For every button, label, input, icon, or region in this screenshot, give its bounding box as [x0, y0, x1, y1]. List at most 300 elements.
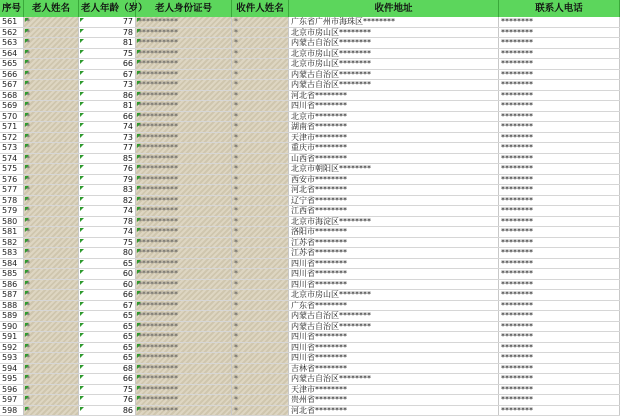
header-elder-name[interactable]: 老人姓名 — [24, 0, 79, 17]
cell-seq[interactable]: 572 — [0, 133, 24, 143]
cell-elder-id[interactable]: ********** — [136, 385, 232, 395]
cell-phone[interactable]: ******** — [499, 301, 620, 311]
table-row — [0, 406, 620, 417]
cell-seq[interactable]: 584 — [0, 259, 24, 269]
cell-elder-name[interactable]: * — [24, 248, 79, 258]
cell-recipient[interactable]: * — [232, 206, 289, 216]
cell-recipient[interactable]: * — [232, 59, 289, 69]
table-row — [0, 280, 620, 291]
cell-phone[interactable]: ******** — [499, 143, 620, 153]
cell-address[interactable]: 江苏省******** — [289, 238, 499, 248]
cell-elder-age[interactable]: 77 — [79, 143, 136, 153]
table-row — [0, 385, 620, 396]
cell-address[interactable]: 内蒙古自治区******** — [289, 322, 499, 332]
cell-phone[interactable]: ******** — [499, 374, 620, 384]
cell-address[interactable]: 广东省******** — [289, 301, 499, 311]
cell-seq[interactable]: 578 — [0, 196, 24, 206]
cell-seq[interactable]: 588 — [0, 301, 24, 311]
cell-elder-name[interactable]: * — [24, 185, 79, 195]
cell-phone[interactable]: ******** — [499, 343, 620, 353]
cell-elder-age[interactable]: 86 — [79, 406, 136, 416]
cell-elder-age[interactable]: 76 — [79, 395, 136, 405]
cell-seq[interactable]: 582 — [0, 238, 24, 248]
cell-elder-age[interactable]: 78 — [79, 217, 136, 227]
cell-elder-id[interactable]: ********** — [136, 91, 232, 101]
cell-phone[interactable]: ******** — [499, 290, 620, 300]
table-row — [0, 185, 620, 196]
cell-seq[interactable]: 577 — [0, 185, 24, 195]
cell-elder-name[interactable]: * — [24, 301, 79, 311]
header-row — [0, 0, 620, 17]
cell-elder-name[interactable]: * — [24, 280, 79, 290]
cell-elder-name[interactable]: * — [24, 175, 79, 185]
cell-seq[interactable]: 570 — [0, 112, 24, 122]
cell-recipient[interactable]: * — [232, 343, 289, 353]
cell-elder-id[interactable]: ********** — [136, 248, 232, 258]
table-row — [0, 59, 620, 70]
cell-elder-name[interactable]: * — [24, 374, 79, 384]
cell-seq[interactable]: 576 — [0, 175, 24, 185]
cell-address[interactable]: 洛阳市******** — [289, 227, 499, 237]
cell-recipient[interactable]: * — [232, 217, 289, 227]
cell-seq[interactable]: 579 — [0, 206, 24, 216]
cell-elder-id[interactable]: ********** — [136, 269, 232, 279]
cell-phone[interactable]: ******** — [499, 364, 620, 374]
cell-phone[interactable]: ******** — [499, 385, 620, 395]
cell-address[interactable]: 内蒙古自治区******** — [289, 38, 499, 48]
cell-elder-id[interactable]: ********** — [136, 406, 232, 416]
cell-phone[interactable]: ******** — [499, 28, 620, 38]
cell-address[interactable]: 江苏省******** — [289, 248, 499, 258]
table-row — [0, 206, 620, 217]
cell-elder-id[interactable]: ********** — [136, 17, 232, 27]
cell-elder-age[interactable]: 78 — [79, 28, 136, 38]
cell-elder-id[interactable]: ********** — [136, 143, 232, 153]
cell-recipient[interactable]: * — [232, 311, 289, 321]
cell-elder-name[interactable]: * — [24, 17, 79, 27]
cell-address[interactable]: 四川省******** — [289, 332, 499, 342]
cell-elder-age[interactable]: 66 — [79, 290, 136, 300]
cell-elder-age[interactable]: 85 — [79, 154, 136, 164]
cell-elder-name[interactable]: * — [24, 101, 79, 111]
table-row — [0, 322, 620, 333]
cell-seq[interactable]: 573 — [0, 143, 24, 153]
cell-address[interactable]: 北京市房山区******** — [289, 28, 499, 38]
cell-recipient[interactable]: * — [232, 259, 289, 269]
cell-address[interactable]: 四川省******** — [289, 101, 499, 111]
cell-elder-age[interactable]: 65 — [79, 353, 136, 363]
cell-phone[interactable]: ******** — [499, 17, 620, 27]
cell-seq[interactable]: 561 — [0, 17, 24, 27]
cell-phone[interactable]: ******** — [499, 353, 620, 363]
cell-recipient[interactable]: * — [232, 175, 289, 185]
cell-elder-id[interactable]: ********** — [136, 59, 232, 69]
cell-seq[interactable]: 592 — [0, 343, 24, 353]
cell-recipient[interactable]: * — [232, 70, 289, 80]
cell-address[interactable]: 北京市房山区******** — [289, 59, 499, 69]
cell-elder-name[interactable]: * — [24, 385, 79, 395]
cell-phone[interactable]: ******** — [499, 248, 620, 258]
cell-elder-id[interactable]: ********** — [136, 238, 232, 248]
cell-recipient[interactable]: * — [232, 269, 289, 279]
cell-elder-id[interactable]: ********** — [136, 353, 232, 363]
cell-seq[interactable]: 590 — [0, 322, 24, 332]
cell-elder-id[interactable]: ********** — [136, 80, 232, 90]
cell-address[interactable]: 四川省******** — [289, 259, 499, 269]
cell-address[interactable]: 北京市海淀区******** — [289, 217, 499, 227]
cell-elder-age[interactable]: 86 — [79, 91, 136, 101]
cell-elder-age[interactable]: 75 — [79, 238, 136, 248]
cell-elder-age[interactable]: 77 — [79, 17, 136, 27]
cell-elder-name[interactable]: * — [24, 133, 79, 143]
cell-elder-id[interactable]: ********** — [136, 290, 232, 300]
cell-phone[interactable]: ******** — [499, 80, 620, 90]
cell-recipient[interactable]: * — [232, 122, 289, 132]
cell-elder-age[interactable]: 66 — [79, 59, 136, 69]
cell-recipient[interactable]: * — [232, 364, 289, 374]
cell-address[interactable]: 河北省******** — [289, 185, 499, 195]
cell-elder-id[interactable]: ********** — [136, 217, 232, 227]
cell-recipient[interactable]: * — [232, 154, 289, 164]
cell-recipient[interactable]: * — [232, 238, 289, 248]
cell-elder-age[interactable]: 74 — [79, 227, 136, 237]
cell-address[interactable]: 辽宁省******** — [289, 196, 499, 206]
cell-seq[interactable]: 598 — [0, 406, 24, 416]
cell-elder-name[interactable]: * — [24, 227, 79, 237]
cell-elder-age[interactable]: 66 — [79, 112, 136, 122]
cell-seq[interactable]: 591 — [0, 332, 24, 342]
cell-phone[interactable]: ******** — [499, 59, 620, 69]
cell-address[interactable]: 江西省******** — [289, 206, 499, 216]
cell-elder-id[interactable]: ********** — [136, 395, 232, 405]
cell-elder-age[interactable]: 83 — [79, 185, 136, 195]
cell-address[interactable]: 内蒙古自治区******** — [289, 311, 499, 321]
cell-elder-name[interactable]: * — [24, 353, 79, 363]
cell-elder-name[interactable]: * — [24, 49, 79, 59]
cell-elder-age[interactable]: 75 — [79, 385, 136, 395]
cell-phone[interactable]: ******** — [499, 154, 620, 164]
cell-elder-name[interactable]: * — [24, 164, 79, 174]
cell-elder-age[interactable]: 81 — [79, 38, 136, 48]
cell-seq[interactable]: 587 — [0, 290, 24, 300]
cell-seq[interactable]: 580 — [0, 217, 24, 227]
cell-phone[interactable]: ******** — [499, 101, 620, 111]
header-address[interactable]: 收件地址 — [289, 0, 499, 17]
cell-address[interactable]: 内蒙古自治区******** — [289, 80, 499, 90]
cell-recipient[interactable]: * — [232, 280, 289, 290]
cell-elder-age[interactable]: 60 — [79, 269, 136, 279]
cell-seq[interactable]: 565 — [0, 59, 24, 69]
cell-elder-name[interactable]: * — [24, 322, 79, 332]
cell-recipient[interactable]: * — [232, 322, 289, 332]
cell-elder-id[interactable]: ********** — [136, 206, 232, 216]
cell-phone[interactable]: ******** — [499, 175, 620, 185]
table-row — [0, 332, 620, 343]
cell-address[interactable]: 北京市朝阳区******** — [289, 164, 499, 174]
table-row — [0, 80, 620, 91]
cell-recipient[interactable]: * — [232, 101, 289, 111]
table-row — [0, 38, 620, 49]
cell-elder-name[interactable]: * — [24, 143, 79, 153]
cell-address[interactable]: 北京市******** — [289, 112, 499, 122]
cell-phone[interactable]: ******** — [499, 395, 620, 405]
cell-elder-name[interactable]: * — [24, 28, 79, 38]
cell-elder-id[interactable]: ********** — [136, 112, 232, 122]
header-phone[interactable]: 联系人电话 — [499, 0, 620, 17]
cell-phone[interactable]: ******** — [499, 332, 620, 342]
cell-elder-id[interactable]: ********** — [136, 332, 232, 342]
cell-seq[interactable]: 595 — [0, 374, 24, 384]
cell-seq[interactable]: 575 — [0, 164, 24, 174]
cell-elder-id[interactable]: ********** — [136, 259, 232, 269]
cell-recipient[interactable]: * — [232, 395, 289, 405]
cell-address[interactable]: 内蒙古自治区******** — [289, 374, 499, 384]
cell-elder-name[interactable]: * — [24, 332, 79, 342]
cell-elder-age[interactable]: 73 — [79, 133, 136, 143]
cell-seq[interactable]: 569 — [0, 101, 24, 111]
cell-address[interactable]: 河北省******** — [289, 91, 499, 101]
cell-address[interactable]: 四川省******** — [289, 343, 499, 353]
cell-elder-age[interactable]: 81 — [79, 101, 136, 111]
table-row — [0, 70, 620, 81]
cell-phone[interactable]: ******** — [499, 269, 620, 279]
cell-elder-id[interactable]: ********** — [136, 280, 232, 290]
cell-recipient[interactable]: * — [232, 248, 289, 258]
cell-elder-name[interactable]: * — [24, 206, 79, 216]
cell-elder-name[interactable]: * — [24, 259, 79, 269]
cell-elder-age[interactable]: 79 — [79, 175, 136, 185]
cell-elder-id[interactable]: ********** — [136, 28, 232, 38]
cell-elder-id[interactable]: ********** — [136, 38, 232, 48]
cell-elder-name[interactable]: * — [24, 311, 79, 321]
cell-elder-id[interactable]: ********** — [136, 301, 232, 311]
cell-recipient[interactable]: * — [232, 80, 289, 90]
cell-seq[interactable]: 597 — [0, 395, 24, 405]
cell-seq[interactable]: 571 — [0, 122, 24, 132]
cell-address[interactable]: 重庆市******** — [289, 143, 499, 153]
cell-address[interactable]: 贵州省******** — [289, 395, 499, 405]
cell-address[interactable]: 山西省******** — [289, 154, 499, 164]
cell-seq[interactable]: 586 — [0, 280, 24, 290]
cell-elder-id[interactable]: ********** — [136, 322, 232, 332]
table-row — [0, 49, 620, 60]
table-row — [0, 196, 620, 207]
cell-seq[interactable]: 563 — [0, 38, 24, 48]
cell-phone[interactable]: ******** — [499, 406, 620, 416]
cell-address[interactable]: 天津市******** — [289, 133, 499, 143]
header-recipient[interactable]: 收件人姓名 — [232, 0, 289, 17]
cell-elder-age[interactable]: 82 — [79, 196, 136, 206]
cell-recipient[interactable]: * — [232, 28, 289, 38]
cell-elder-id[interactable]: ********** — [136, 227, 232, 237]
cell-phone[interactable]: ******** — [499, 49, 620, 59]
cell-elder-name[interactable]: * — [24, 290, 79, 300]
table-row — [0, 301, 620, 312]
cell-seq[interactable]: 581 — [0, 227, 24, 237]
cell-elder-age[interactable]: 74 — [79, 206, 136, 216]
cell-phone[interactable]: ******** — [499, 311, 620, 321]
cell-seq[interactable]: 566 — [0, 70, 24, 80]
table-row — [0, 248, 620, 259]
cell-elder-name[interactable]: * — [24, 59, 79, 69]
cell-address[interactable]: 湖南省******** — [289, 122, 499, 132]
cell-elder-age[interactable]: 67 — [79, 70, 136, 80]
cell-elder-age[interactable]: 65 — [79, 343, 136, 353]
cell-address[interactable]: 天津市******** — [289, 385, 499, 395]
cell-seq[interactable]: 594 — [0, 364, 24, 374]
cell-phone[interactable]: ******** — [499, 70, 620, 80]
cell-elder-id[interactable]: ********** — [136, 374, 232, 384]
table-row — [0, 133, 620, 144]
cell-address[interactable]: 四川省******** — [289, 280, 499, 290]
cell-elder-id[interactable]: ********** — [136, 175, 232, 185]
cell-elder-id[interactable]: ********** — [136, 343, 232, 353]
cell-recipient[interactable]: * — [232, 164, 289, 174]
cell-elder-age[interactable]: 76 — [79, 164, 136, 174]
cell-phone[interactable]: ******** — [499, 322, 620, 332]
table-row — [0, 164, 620, 175]
cell-elder-age[interactable]: 60 — [79, 280, 136, 290]
cell-address[interactable]: 吉林省******** — [289, 364, 499, 374]
cell-elder-name[interactable]: * — [24, 196, 79, 206]
table-row — [0, 217, 620, 228]
cell-elder-name[interactable]: * — [24, 38, 79, 48]
cell-elder-id[interactable]: ********** — [136, 70, 232, 80]
cell-phone[interactable]: ******** — [499, 91, 620, 101]
table-row — [0, 395, 620, 406]
cell-recipient[interactable]: * — [232, 332, 289, 342]
cell-elder-name[interactable]: * — [24, 70, 79, 80]
cell-elder-age[interactable]: 74 — [79, 122, 136, 132]
cell-recipient[interactable]: * — [232, 112, 289, 122]
cell-seq[interactable]: 589 — [0, 311, 24, 321]
cell-elder-id[interactable]: ********** — [136, 133, 232, 143]
cell-elder-name[interactable]: * — [24, 217, 79, 227]
cell-seq[interactable]: 567 — [0, 80, 24, 90]
cell-address[interactable]: 内蒙古自治区******** — [289, 70, 499, 80]
cell-phone[interactable]: ******** — [499, 164, 620, 174]
cell-elder-id[interactable]: ********** — [136, 164, 232, 174]
cell-address[interactable]: 广东省广州市海珠区******** — [289, 17, 499, 27]
cell-elder-id[interactable]: ********** — [136, 154, 232, 164]
cell-elder-name[interactable]: * — [24, 122, 79, 132]
header-seq[interactable]: 序号 — [0, 0, 24, 17]
cell-recipient[interactable]: * — [232, 133, 289, 143]
cell-phone[interactable]: ******** — [499, 133, 620, 143]
cell-phone[interactable]: ******** — [499, 196, 620, 206]
cell-elder-id[interactable]: ********** — [136, 49, 232, 59]
cell-recipient[interactable]: * — [232, 49, 289, 59]
cell-elder-name[interactable]: * — [24, 238, 79, 248]
cell-recipient[interactable]: * — [232, 290, 289, 300]
cell-elder-id[interactable]: ********** — [136, 311, 232, 321]
cell-elder-name[interactable]: * — [24, 343, 79, 353]
cell-seq[interactable]: 596 — [0, 385, 24, 395]
table-row — [0, 91, 620, 102]
cell-phone[interactable]: ******** — [499, 206, 620, 216]
cell-recipient[interactable]: * — [232, 185, 289, 195]
cell-phone[interactable]: ******** — [499, 280, 620, 290]
cell-recipient[interactable]: * — [232, 374, 289, 384]
cell-phone[interactable]: ******** — [499, 238, 620, 248]
cell-elder-id[interactable]: ********** — [136, 101, 232, 111]
cell-recipient[interactable]: * — [232, 353, 289, 363]
cell-phone[interactable]: ******** — [499, 38, 620, 48]
cell-recipient[interactable]: * — [232, 227, 289, 237]
cell-elder-id[interactable]: ********** — [136, 122, 232, 132]
cell-elder-name[interactable]: * — [24, 269, 79, 279]
cell-elder-name[interactable]: * — [24, 80, 79, 90]
cell-elder-age[interactable]: 65 — [79, 311, 136, 321]
cell-elder-age[interactable]: 75 — [79, 49, 136, 59]
cell-elder-name[interactable]: * — [24, 395, 79, 405]
cell-elder-name[interactable]: * — [24, 364, 79, 374]
table-row — [0, 374, 620, 385]
cell-seq[interactable]: 585 — [0, 269, 24, 279]
header-elder-age[interactable]: 老人年龄（岁） — [79, 0, 136, 17]
cell-phone[interactable]: ******** — [499, 185, 620, 195]
cell-recipient[interactable]: * — [232, 143, 289, 153]
cell-address[interactable]: 河北省******** — [289, 406, 499, 416]
header-elder-id[interactable]: 老人身份证号 — [136, 0, 232, 17]
cell-elder-id[interactable]: ********** — [136, 196, 232, 206]
table-row — [0, 17, 620, 28]
cell-seq[interactable]: 562 — [0, 28, 24, 38]
cell-phone[interactable]: ******** — [499, 112, 620, 122]
cell-elder-name[interactable]: * — [24, 91, 79, 101]
cell-elder-name[interactable]: * — [24, 112, 79, 122]
cell-recipient[interactable]: * — [232, 406, 289, 416]
table-row — [0, 311, 620, 322]
cell-elder-age[interactable]: 68 — [79, 364, 136, 374]
cell-recipient[interactable]: * — [232, 196, 289, 206]
cell-phone[interactable]: ******** — [499, 217, 620, 227]
cell-seq[interactable]: 568 — [0, 91, 24, 101]
cell-elder-age[interactable]: 73 — [79, 80, 136, 90]
cell-elder-id[interactable]: ********** — [136, 364, 232, 374]
cell-elder-name[interactable]: * — [24, 406, 79, 416]
cell-elder-id[interactable]: ********** — [136, 185, 232, 195]
cell-seq[interactable]: 574 — [0, 154, 24, 164]
cell-recipient[interactable]: * — [232, 385, 289, 395]
cell-seq[interactable]: 564 — [0, 49, 24, 59]
cell-elder-name[interactable]: * — [24, 154, 79, 164]
cell-phone[interactable]: ******** — [499, 259, 620, 269]
cell-seq[interactable]: 583 — [0, 248, 24, 258]
cell-elder-age[interactable]: 66 — [79, 374, 136, 384]
cell-seq[interactable]: 593 — [0, 353, 24, 363]
cell-address[interactable]: 四川省******** — [289, 353, 499, 363]
cell-phone[interactable]: ******** — [499, 122, 620, 132]
cell-address[interactable]: 北京市房山区******** — [289, 49, 499, 59]
cell-elder-age[interactable]: 65 — [79, 259, 136, 269]
table-row — [0, 227, 620, 238]
cell-elder-age[interactable]: 65 — [79, 322, 136, 332]
cell-elder-age[interactable]: 80 — [79, 248, 136, 258]
table-row — [0, 101, 620, 112]
table-row — [0, 290, 620, 301]
cell-address[interactable]: 西安市******** — [289, 175, 499, 185]
cell-address[interactable]: 四川省******** — [289, 269, 499, 279]
cell-address[interactable]: 北京市房山区******** — [289, 290, 499, 300]
cell-recipient[interactable]: * — [232, 38, 289, 48]
cell-recipient[interactable]: * — [232, 17, 289, 27]
cell-recipient[interactable]: * — [232, 301, 289, 311]
cell-elder-age[interactable]: 67 — [79, 301, 136, 311]
cell-recipient[interactable]: * — [232, 91, 289, 101]
cell-phone[interactable]: ******** — [499, 227, 620, 237]
cell-elder-age[interactable]: 65 — [79, 332, 136, 342]
